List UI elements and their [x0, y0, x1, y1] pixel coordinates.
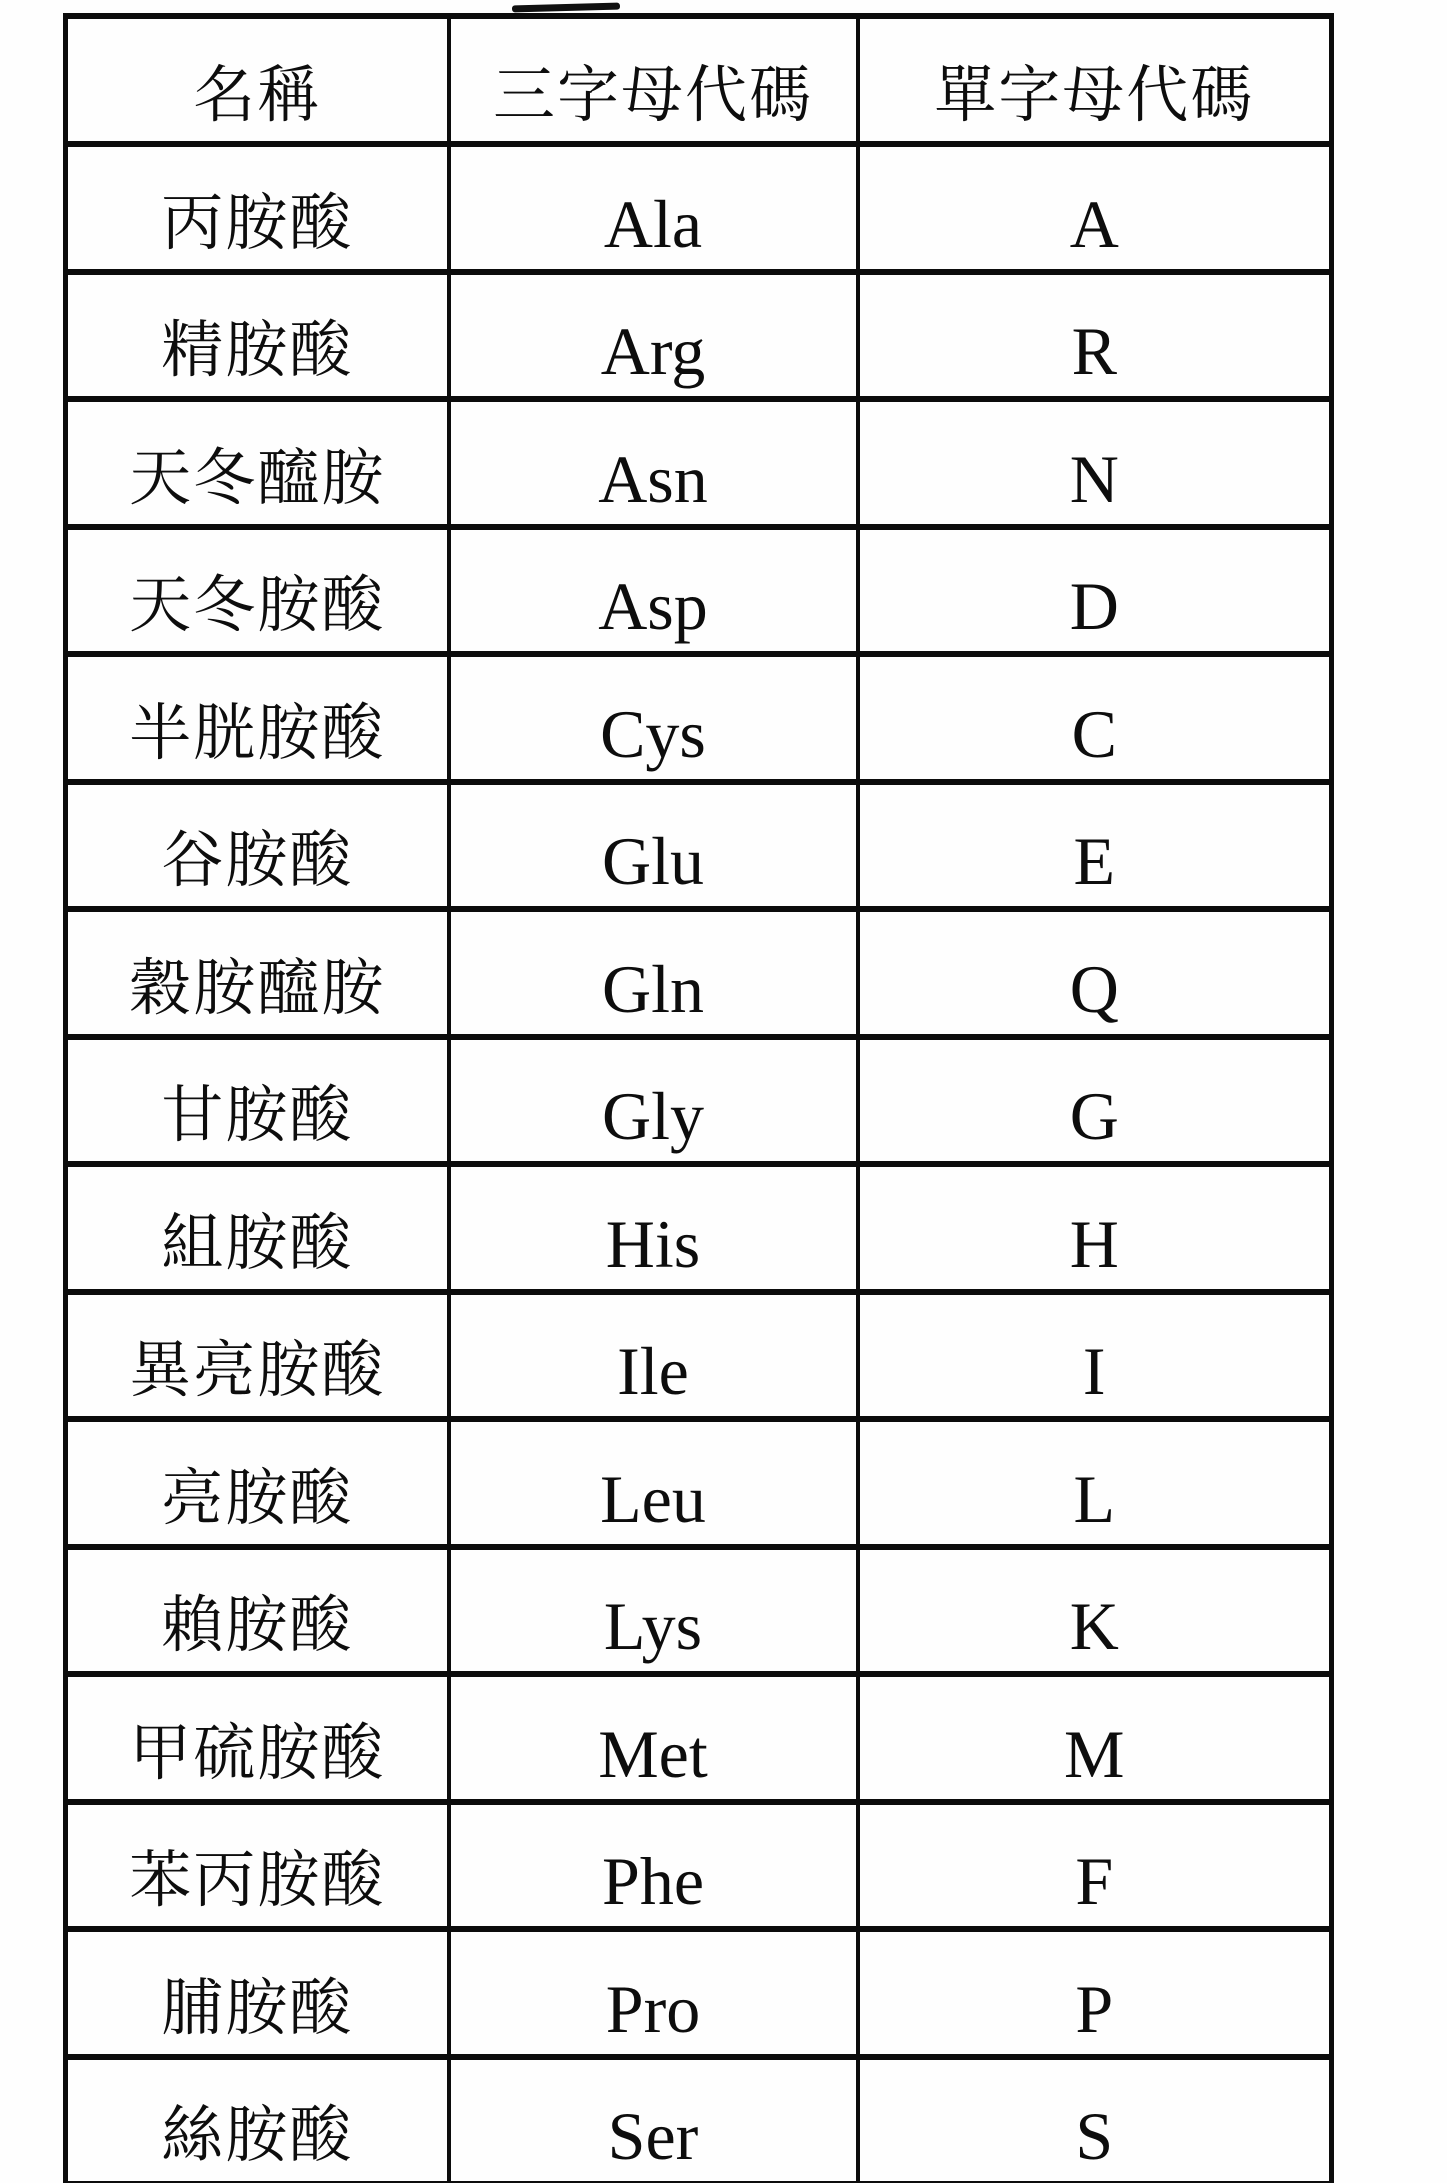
three-letter-code: Pro — [605, 1970, 701, 2047]
amino-acid-name-cell — [66, 1674, 449, 1802]
three-letter-code: Phe — [602, 1843, 704, 1920]
amino-acid-name-cell — [66, 272, 449, 400]
table-row — [66, 1674, 1332, 1802]
one-letter-code-cell — [858, 144, 1332, 272]
three-letter-code: Ile — [617, 1333, 689, 1410]
one-letter-code: A — [1069, 185, 1119, 262]
amino-acid-name-cell — [66, 909, 449, 1037]
header-three-letter-code — [449, 16, 858, 144]
table-row — [66, 1419, 1332, 1547]
table-header-row — [66, 16, 1332, 144]
one-letter-code-cell — [858, 1292, 1332, 1420]
one-letter-code: M — [1064, 1715, 1125, 1792]
three-letter-code-cell — [449, 272, 858, 400]
three-letter-code: Asp — [598, 568, 708, 645]
three-letter-code-cell — [449, 1674, 858, 1802]
three-letter-code-cell — [449, 782, 858, 910]
amino-acid-name: 苯丙胺酸 — [129, 1847, 386, 1916]
table-row — [66, 1292, 1332, 1420]
one-letter-code: R — [1071, 313, 1117, 390]
three-letter-code-cell — [449, 1547, 858, 1675]
three-letter-code-cell — [449, 1292, 858, 1420]
three-letter-code-cell — [449, 654, 858, 782]
three-letter-code-cell — [449, 399, 858, 527]
amino-acid-name-cell — [66, 1547, 449, 1675]
one-letter-code-cell — [858, 1802, 1332, 1930]
three-letter-code: Glu — [602, 823, 704, 900]
one-letter-code-cell — [858, 909, 1332, 1037]
table-row — [66, 654, 1332, 782]
one-letter-code: F — [1075, 1843, 1114, 1920]
three-letter-code-cell — [449, 1419, 858, 1547]
amino-acid-name: 甘胺酸 — [161, 1082, 354, 1151]
one-letter-code: K — [1069, 1588, 1119, 1665]
amino-acid-name-cell — [66, 1929, 449, 2057]
one-letter-code-cell — [858, 654, 1332, 782]
one-letter-code: H — [1069, 1205, 1119, 1282]
one-letter-code: S — [1075, 2098, 1114, 2175]
table-row — [66, 399, 1332, 527]
header-name-label: 名稱 — [193, 62, 322, 130]
three-letter-code: Ser — [607, 2098, 699, 2175]
one-letter-code: I — [1082, 1333, 1106, 1410]
amino-acid-name: 亮胺酸 — [161, 1464, 354, 1533]
one-letter-code: Q — [1069, 950, 1119, 1027]
amino-acid-name-cell — [66, 654, 449, 782]
one-letter-code-cell — [858, 782, 1332, 910]
amino-acid-name: 天冬胺酸 — [129, 572, 386, 641]
amino-acid-name-cell — [66, 1037, 449, 1165]
three-letter-code: Ala — [603, 185, 703, 262]
amino-acid-name: 賴胺酸 — [161, 1592, 354, 1661]
table-row — [66, 1802, 1332, 1930]
table-row — [66, 1164, 1332, 1292]
one-letter-code-cell — [858, 1674, 1332, 1802]
three-letter-code: Leu — [600, 1460, 706, 1537]
three-letter-code: Met — [598, 1715, 708, 1792]
three-letter-code: Asn — [598, 440, 708, 517]
table-row — [66, 1037, 1332, 1165]
three-letter-code: Gln — [602, 950, 704, 1027]
amino-acid-name: 絲胺酸 — [161, 2102, 354, 2171]
amino-acid-name: 半胱胺酸 — [129, 699, 386, 768]
three-letter-code-cell — [449, 1164, 858, 1292]
amino-acid-name-cell — [66, 2057, 449, 2183]
three-letter-code-cell — [449, 909, 858, 1037]
header-one-letter-code — [858, 16, 1332, 144]
amino-acid-name-cell — [66, 144, 449, 272]
amino-acid-name: 異亮胺酸 — [129, 1337, 386, 1406]
three-letter-code: His — [605, 1205, 701, 1282]
table-row — [66, 2057, 1332, 2183]
amino-acid-name: 甲硫胺酸 — [129, 1719, 386, 1788]
one-letter-code-cell — [858, 1547, 1332, 1675]
amino-acid-code-table — [63, 13, 1334, 2183]
three-letter-code-cell — [449, 1037, 858, 1165]
amino-acid-name-cell — [66, 1292, 449, 1420]
one-letter-code-cell — [858, 1929, 1332, 2057]
amino-acid-name: 組胺酸 — [161, 1209, 354, 1278]
three-letter-code-cell — [449, 2057, 858, 2183]
three-letter-code-cell — [449, 1929, 858, 2057]
one-letter-code-cell — [858, 527, 1332, 655]
one-letter-code: D — [1069, 568, 1119, 645]
amino-acid-name: 天冬醯胺 — [129, 444, 386, 513]
amino-acid-name-cell — [66, 1419, 449, 1547]
amino-acid-name: 脯胺酸 — [161, 1974, 354, 2043]
header-name — [66, 16, 449, 144]
three-letter-code: Gly — [602, 1078, 704, 1155]
three-letter-code-cell — [449, 1802, 858, 1930]
table-row — [66, 144, 1332, 272]
one-letter-code: P — [1075, 1970, 1114, 2047]
scan-artifact — [512, 3, 620, 13]
table-row — [66, 272, 1332, 400]
three-letter-code: Cys — [600, 695, 706, 772]
amino-acid-name-cell — [66, 1164, 449, 1292]
table-row — [66, 1547, 1332, 1675]
amino-acid-name: 谷胺酸 — [161, 827, 354, 896]
header-one-letter-label: 單字母代碼 — [934, 62, 1255, 130]
amino-acid-name: 丙胺酸 — [161, 189, 354, 258]
header-three-letter-label: 三字母代碼 — [492, 62, 813, 130]
three-letter-code-cell — [449, 144, 858, 272]
table-row — [66, 527, 1332, 655]
one-letter-code-cell — [858, 1164, 1332, 1292]
amino-acid-name-cell — [66, 399, 449, 527]
table-row — [66, 782, 1332, 910]
amino-acid-name-cell — [66, 1802, 449, 1930]
three-letter-code-cell — [449, 527, 858, 655]
amino-acid-name: 精胺酸 — [161, 317, 354, 386]
one-letter-code: G — [1069, 1078, 1119, 1155]
one-letter-code-cell — [858, 2057, 1332, 2183]
one-letter-code-cell — [858, 1419, 1332, 1547]
amino-acid-name: 穀胺醯胺 — [129, 954, 386, 1023]
one-letter-code: N — [1069, 440, 1119, 517]
table-row — [66, 909, 1332, 1037]
one-letter-code: L — [1073, 1460, 1116, 1537]
amino-acid-name-cell — [66, 782, 449, 910]
one-letter-code: E — [1073, 823, 1116, 900]
one-letter-code: C — [1071, 695, 1117, 772]
table-row — [66, 1929, 1332, 2057]
three-letter-code: Arg — [600, 313, 706, 390]
one-letter-code-cell — [858, 399, 1332, 527]
one-letter-code-cell — [858, 1037, 1332, 1165]
amino-acid-name-cell — [66, 527, 449, 655]
three-letter-code: Lys — [603, 1588, 703, 1665]
one-letter-code-cell — [858, 272, 1332, 400]
